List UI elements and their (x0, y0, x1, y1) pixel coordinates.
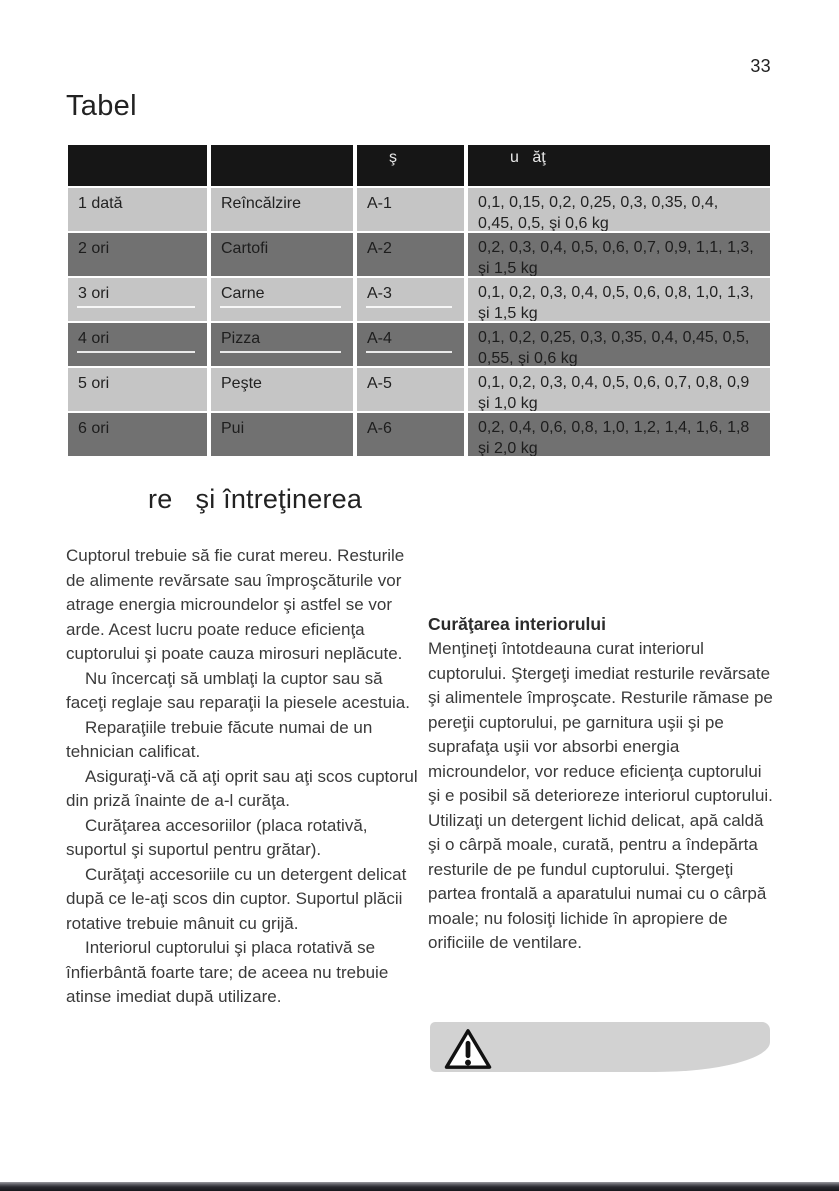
table-cell-weights: 0,1, 0,2, 0,3, 0,4, 0,5, 0,6, 0,7, 0,8, 0,9 şi 1,0 kg (468, 368, 770, 411)
table-cell-times: 2 ori (68, 233, 207, 276)
body-paragraph: Nu încercaţi să umblaţi la cuptor sau să faceţi reglaje sau reparaţii la piesele acestuia. (66, 668, 410, 712)
body-paragraph: Interiorul cuptorului şi placa rotativă se înfierbântă foarte tare; de aceea nu trebuie atinse imediat după utilizare. (66, 938, 389, 1006)
table-cell-weights: 0,1, 0,2, 0,3, 0,4, 0,5, 0,6, 0,8, 1,0, 1,3, şi 1,5 kg (468, 278, 770, 321)
body-paragraph: Curăţarea accesoriilor (placa rotativă, suportul şi suportul pentru grătar). (66, 815, 368, 859)
table-header-weights: u ăţ (468, 145, 770, 186)
body-paragraph: Cuptorul trebuie să fie curat mereu. Resturile de alimente revărsate sau împroşcăturile vor atrage energia microundelor şi astfel se vor arde. Acest lucru poate reduce eficienţa cuptorului şi poate cauza mirosuri neplăcute. (66, 546, 405, 663)
table-cell-food: Pizza (211, 323, 353, 366)
table-cell-times: 4 ori (68, 323, 207, 366)
table-cell-weights: 0,2, 0,4, 0,6, 0,8, 1,0, 1,2, 1,4, 1,6, 1,8 şi 2,0 kg (468, 413, 770, 456)
table-cell-food: Carne (211, 278, 353, 321)
table-header-program: ş (357, 145, 464, 186)
table-cell-times: 1 dată (68, 188, 207, 231)
warning-callout-box (430, 1022, 770, 1072)
body-paragraph: Reparaţiile trebuie făcute numai de un tehnician calificat. (66, 717, 373, 761)
defrost-weight-table (68, 145, 770, 456)
table-cell-food: Reîncălzire (211, 188, 353, 231)
body-paragraph: Menţineţi întotdeauna curat interiorul cuptorului. Ştergeţi imediat resturile revărsate şi alimentele împroşcate. Resturile rămase pe pereţii cuptorului, pe garnitura uşii şi pe suprafaţa uşii vor absorbi energia microundelor, vor reduce eficienţa cuptorului şi e posibil să deterioreze interiorul cuptorului. Utilizaţi un detergent lichid delicat, apă caldă şi o cârpă moale, curată, pentru a îndepărta resturile de pe fundul cuptorului. Ştergeţi partea frontală a aparatului numai cu o cârpă moale; nu folosiţi lichide în apropiere de orificiile de ventilare. (428, 639, 773, 952)
table-cell-food: Cartofi (211, 233, 353, 276)
table-header-times (68, 145, 207, 186)
table-cell-weights: 0,2, 0,3, 0,4, 0,5, 0,6, 0,7, 0,9, 1,1, 1,3, şi 1,5 kg (468, 233, 770, 276)
table-cell-times: 6 ori (68, 413, 207, 456)
table-header-times-line1 (98, 185, 197, 186)
page-number: 33 (750, 56, 771, 76)
table-cell-program: A-6 (357, 413, 464, 456)
body-left-column (66, 544, 424, 1010)
subsection-heading: Curăţarea interiorului (428, 614, 606, 634)
table-cell-times: 5 ori (68, 368, 207, 411)
table-cell-program: A-1 (357, 188, 464, 231)
body-paragraph: Curăţaţi accesoriile cu un detergent delicat după ce le-aţi scos din cuptor. Suportul plăcii rotative trebuie mânuit cu grijă. (66, 864, 407, 933)
table-cell-weights: 0,1, 0,2, 0,25, 0,3, 0,35, 0,4, 0,45, 0,5, 0,55, şi 0,6 kg (468, 323, 770, 366)
table-cell-weights: 0,1, 0,15, 0,2, 0,25, 0,3, 0,35, 0,4, 0,45, 0,5, şi 0,6 kg (468, 188, 770, 231)
body-right-column (428, 612, 774, 956)
table-cell-program: A-4 (357, 323, 464, 366)
table-cell-program: A-2 (357, 233, 464, 276)
body-paragraph: Asiguraţi-vă că aţi oprit sau aţi scos cuptorul din priză înainte de a-l curăţa. (66, 766, 418, 810)
table-cell-food: Peşte (211, 368, 353, 411)
page-title: Tabel (66, 90, 137, 122)
table-cell-times: 3 ori (68, 278, 207, 321)
table-cell-food: Pui (211, 413, 353, 456)
table-cell-program: A-5 (357, 368, 464, 411)
table-cell-program: A-3 (357, 278, 464, 321)
section-heading: re şi întreţinerea (148, 484, 363, 514)
scan-artifact-bar (0, 1182, 839, 1191)
table-header-food (211, 145, 353, 186)
warning-triangle-icon (443, 1027, 493, 1071)
